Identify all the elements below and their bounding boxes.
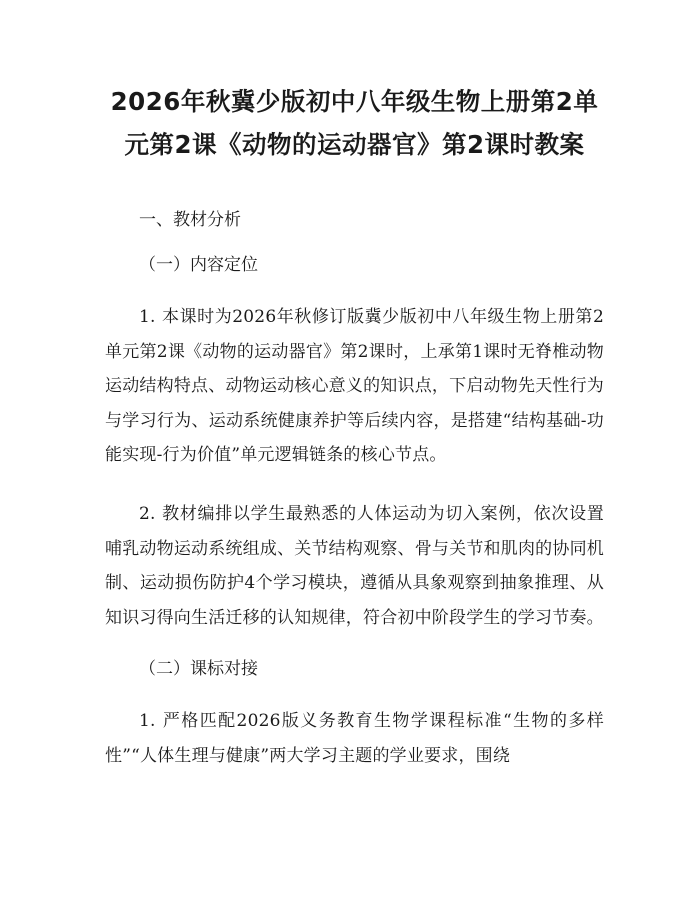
- paragraph-text: 教材编排以学生最熟悉的人体运动为切入案例，依次设置哺乳动物运动系统组成、关节结构观察、骨与关节和肌肉的协同机制、运动损伤防护4个学习模块，遵循从具象观察到抽象推理、从知识习得向生活迁移的认知规律，符合初中阶段学生的学习节奏。: [105, 503, 604, 628]
- paragraph-number: 1.: [139, 307, 156, 327]
- paragraph-text: 严格匹配2026版义务教育生物学课程标准“生物的多样性”“人体生理与健康”两大学习主题的学业要求，围绕: [105, 711, 604, 766]
- subsection-heading-curriculum-alignment: （二）课标对接: [139, 659, 258, 680]
- paragraph-number: 2.: [139, 503, 156, 524]
- subsection-heading-content-positioning: （一）内容定位: [139, 255, 258, 275]
- paragraph-content-positioning-1: [105, 300, 604, 473]
- section-heading-textbook-analysis: 一、教材分析: [139, 210, 241, 230]
- document-title: 2026年秋冀少版初中八年级生物上册第2单元第2课《动物的运动器官》第2课时教案: [110, 87, 599, 159]
- paragraph-curriculum-alignment-1: [105, 704, 604, 773]
- paragraph-content-positioning-2: [105, 497, 604, 635]
- paragraph-text: 本课时为2026年秋修订版冀少版初中八年级生物上册第2单元第2课《动物的运动器官》第2课时，上承第1课时无脊椎动物运动结构特点、动物运动核心意义的知识点，下启动物先天性行为与学习行为、运动系统健康养护等后续内容，是搭建“结构基础-功能实现-行为价值”单元逻辑链条的核心节点。: [105, 307, 604, 466]
- paragraph-number: 1.: [139, 711, 156, 732]
